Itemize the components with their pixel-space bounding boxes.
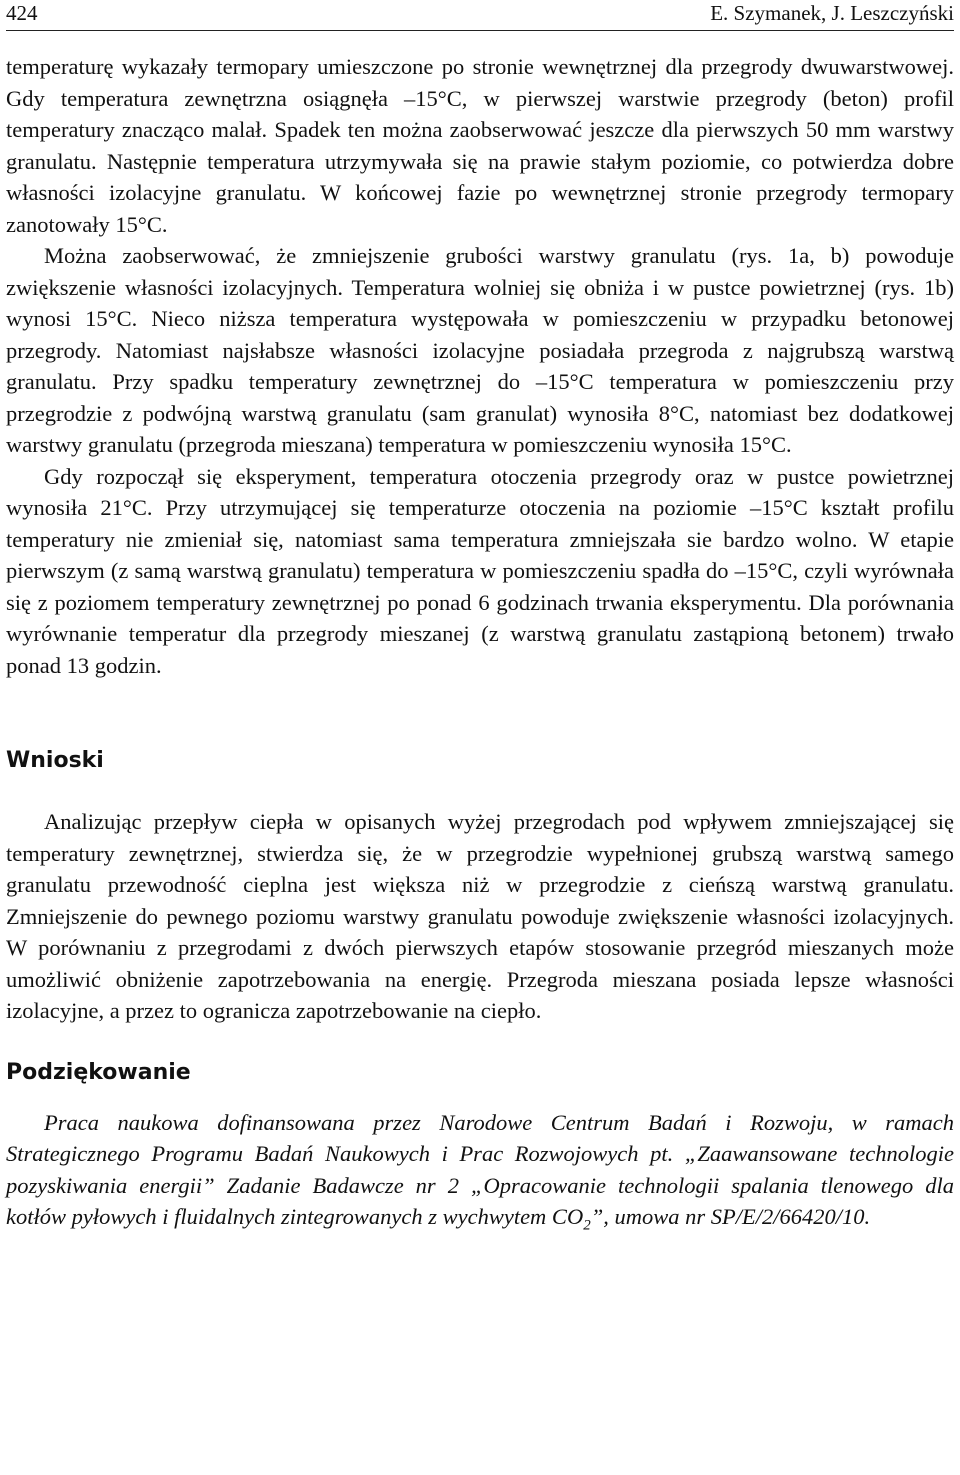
acknowledgements-text-end: ”, umowa nr SP/E/2/66420/10. [590,1204,871,1229]
paragraph: Gdy rozpoczął się eksperyment, temperatura otoczenia przegrody oraz w pustce powietrznej wynosiła 21°C. Przy utrzymującej się temperaturze otoczenia na poziomie –15°C kształt profilu temperatury nie zmieniał się, natomiast sama temperatura zmniejszała sie bardzo wolno. W etapie pierwszym (z samą warstwą granulatu) temperatura w pomieszczeniu spadła do –15°C, czyli wyrównała się z poziomem temperatury zewnętrznej po ponad 6 godzinach trwania eksperymentu. Dla porównania wyrównanie temperatur dla przegrody mieszanej (z warstwą granulatu zastąpioną betonem) trwało ponad 13 godzin. [6,463,954,678]
body-text [6,51,954,681]
section-heading-acknowledgements: Podziękowanie [6,1059,191,1085]
paragraph: Można zaobserwować, że zmniejszenie grubości warstwy granulatu (rys. 1a, b) powoduje zwiększenie własności izolacyjnych. Temperatura wolniej się obniża i w pustce powietrznej (rys. 1b) wynosi 15°C. Nieco niższa temperatura występowała w pomieszczeniu w przypadku betonowej przegrody. Natomiast najsłabsze własności izolacyjne posiadała przegroda z najgrubszą warstwą granulatu. Przy spadku temperatury zewnętrznej do –15°C temperatura w pomieszczeniu przy przegrodzie z podwójną warstwą granulatu (sam granulat) wynosiła 8°C, natomiast bez dodatkowej warstwy granulatu (przegroda mieszana) temperatura w pomieszczeniu wynosiła 15°C. [6,243,954,457]
page-number: 424 [6,1,38,25]
paragraph-continued: temperaturę wykazały termopary umieszczone po stronie wewnętrznej dla przegrody dwuwarstwowej. Gdy temperatura zewnętrzna osiągnęła –15°C, w pierwszej warstwie przegrody (beton) profil temperatury znacząco malał. Spadek ten można zaobserwować jeszcze dla pierwszych 50 mm warstwy granulatu. Następnie temperatura utrzymywała się na prawie stałym poziomie, co potwierdza dobre własności izolacyjne granulatu. W końcowej fazie po wewnętrznej stronie przegrody termopary zanotowały 15°C. [6,54,954,237]
conclusions-paragraph: Analizując przepływ ciepła w opisanych wyżej przegrodach pod wpływem zmniejszającej się temperatury zewnętrznej, stwierdza się, że w przegrodzie wypełnionej grubszą warstwą samego granulatu przewodność cieplna jest większa niż w przegrodzie z cieńszą warstwą granulatu. Zmniejszenie do pewnego poziomu warstwy granulatu powoduje zwiększenie własności izolacyjnych. W porównaniu z przegrodami z dwóch pierwszych etapów stosowanie przegród mieszanych może umożliwić obniżenie zapotrzebowania na energię. Przegroda mieszana posiada lepsze własności izolacyjne, a przez to ogranicza zapotrzebowanie na ciepło. [6,809,954,1023]
section-heading-conclusions: Wnioski [6,748,104,773]
running-header-authors: E. Szymanek, J. Leszczyński [710,1,954,25]
running-header [6,0,954,31]
co2-subscript: 2 [583,1217,591,1234]
document-page [6,0,954,1233]
acknowledgements-text: Praca naukowa dofinansowana przez Narodowe Centrum Badań i Rozwoju, w ramach Strategicznego Programu Badań Naukowych i Prac Rozwojowych pt. „Zaawansowane technologie pozyskiwania energii” Zadanie Badawcze nr 2 „Opracowanie technologii spalania tlenowego dla kotłów pyłowych i fluidalnych zintegrowanych z wychwytem CO [6,1109,954,1229]
acknowledgements-paragraph [6,1107,954,1233]
